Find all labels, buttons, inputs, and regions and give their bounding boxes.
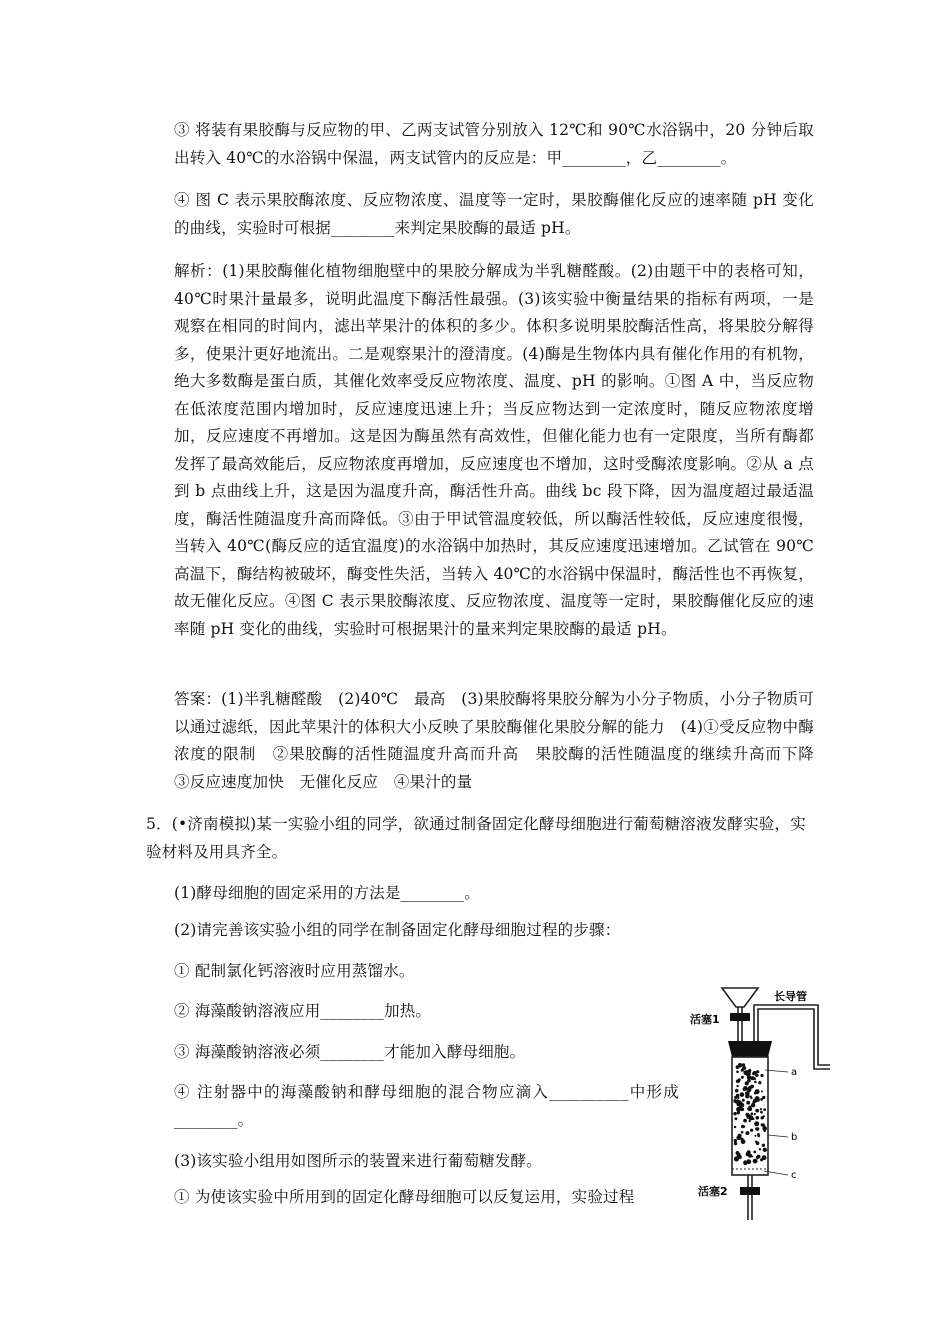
bead	[756, 1156, 759, 1159]
bead	[751, 1112, 754, 1115]
valve-2-icon	[740, 1187, 760, 1195]
q5-part-3-item-1: ① 为使该实验中所用到的固定化酵母细胞可以反复运用，实验过程	[174, 1188, 635, 1206]
answer-paragraph: 答案：(1)半乳糖醛酸 (2)40℃ 最高 (3)果胶酶将果胶分解为小分子物质，小分子物质可以通过滤纸，因此苹果汁的体积大小反映了果胶酶催化果胶分解的能力 (4)①受反应物中酶浓度的限制 ②果胶酶的活性随温度升高而升高 果胶酶的活性随温度的继续升高而下降 ③反应速度加快 无催化反应 ④果汁的量	[174, 690, 830, 791]
q5-part-3: (3)该实验小组用如图所示的装置来进行葡萄糖发酵。	[174, 1152, 542, 1170]
label-a: a	[791, 1067, 798, 1078]
bead	[743, 1088, 747, 1092]
bead	[760, 1098, 763, 1101]
bead	[741, 1076, 744, 1079]
bead	[760, 1074, 763, 1077]
q5-part-1: (1)酵母细胞的固定采用的方法是________。	[174, 884, 480, 902]
bead	[742, 1099, 745, 1102]
sub-question-3: ③ 将装有果胶酶与反应物的甲、乙两支试管分别放入 12℃和 90℃水浴锅中，20 分钟后取出转入 40℃的水浴锅中保温，两支试管内的反应是：甲________，乙________。	[174, 121, 814, 167]
bead	[754, 1121, 759, 1126]
funnel-icon	[722, 988, 758, 1007]
bead	[748, 1150, 750, 1152]
bead	[763, 1148, 767, 1152]
bead	[753, 1099, 757, 1103]
bead	[763, 1115, 765, 1117]
bead	[743, 1160, 748, 1165]
bead	[760, 1108, 762, 1110]
stopper	[728, 1041, 772, 1057]
bead	[750, 1129, 753, 1132]
bead	[759, 1148, 761, 1150]
bead	[755, 1141, 757, 1143]
q5-step-1: ① 配制氯化钙溶液时应用蒸馏水。	[174, 962, 415, 980]
bead	[755, 1074, 758, 1077]
bead	[740, 1092, 745, 1097]
bead	[735, 1117, 738, 1120]
bead	[753, 1151, 756, 1154]
bead	[755, 1089, 760, 1094]
bead	[762, 1144, 765, 1147]
bead	[760, 1158, 763, 1161]
q5-step-3: ③ 海藻酸钠溶液必须________才能加入酵母细胞。	[174, 1043, 526, 1061]
bead	[738, 1063, 743, 1068]
label-c: c	[791, 1170, 797, 1181]
bead	[736, 1135, 741, 1140]
bead	[733, 1112, 736, 1115]
bead	[750, 1096, 752, 1098]
bead	[757, 1133, 760, 1136]
bead	[736, 1071, 739, 1074]
analysis-paragraph: 解析：(1)果胶酶催化植物细胞壁中的果胶分解成为半乳糖醛酸。(2)由题干中的表格可知，40℃时果汁量最多，说明此温度下酶活性最强。(3)该实验中衡量结果的指标有两项，一是观察在相同的时间内，滤出苹果汁的体积的多少。体积多说明果胶酶活性高，将果胶分解得多，使果汁更好地流出。二是观察果汁的澄清度。(4)酶是生物体内具有催化作用的有机物，绝大多数酶是蛋白质，其催化效率受反应物浓度、温度、pH 的影响。①图 A 中，当反应物在低浓度范围内增加时，反应速度迅速上升；当反应物达到一定浓度时，随反应物浓度增加，反应速度不再增加。这是因为酶虽然有高效性，但催化能力也有一定限度，当所有酶都发挥了最高效能后，反应物浓度再增加，反应速度也不增加，这时受酶浓度影响。②从 a 点到 b 点曲线上升，这是因为温度升高，酶活性升高。曲线 bc 段下降，因为温度超过最适温度，酶活性随温度升高而降低。③由于甲试管温度较低，所以酶活性较低，反应速度很慢，当转入 40℃(酶反应的适宜温度)的水浴锅中加热时，其反应速度迅速增加。乙试管在 90℃高温下，酶结构被破坏，酶变性失活，当转入 40℃的水浴锅中保温时，酶活性也不再恢复，故无催化反应。④图 C 表示果胶酶浓度、反应物浓度、温度等一定时，果胶酶催化反应的速率随 pH 变化的曲线，实验时可根据果汁的量来判定果胶酶的最适 pH。	[174, 262, 814, 638]
bead	[748, 1107, 752, 1111]
bead	[737, 1099, 739, 1101]
bead	[756, 1096, 758, 1098]
bead	[751, 1076, 755, 1080]
bead	[741, 1125, 744, 1128]
bead	[746, 1070, 751, 1075]
bead	[736, 1085, 738, 1087]
bead	[756, 1116, 760, 1120]
bead	[746, 1114, 751, 1119]
bead	[761, 1090, 763, 1092]
bead	[754, 1113, 756, 1115]
bead	[755, 1109, 759, 1113]
bead	[751, 1155, 753, 1157]
bead	[742, 1063, 745, 1066]
bead	[743, 1119, 747, 1123]
bead	[741, 1069, 744, 1072]
bead	[738, 1155, 742, 1159]
bead	[752, 1072, 755, 1075]
label-valve-1: 活塞1	[690, 1013, 720, 1026]
bead	[755, 1128, 758, 1131]
bead	[749, 1120, 751, 1122]
bead	[758, 1081, 761, 1084]
bead	[745, 1131, 749, 1135]
bead	[747, 1088, 752, 1093]
question-5-stem: 5．(•济南模拟)某一实验小组的同学，欲通过制备固定化酵母细胞进行葡萄糖溶液发酵实验，实验材料及用具齐全。	[146, 815, 806, 861]
bead	[754, 1135, 756, 1137]
bead	[737, 1111, 740, 1114]
bead	[756, 1070, 759, 1073]
q5-part-2: (2)请完善该实验小组的同学在制备固定化酵母细胞过程的步骤：	[174, 921, 621, 939]
bead	[746, 1153, 750, 1157]
bead	[734, 1139, 737, 1142]
bead	[762, 1123, 764, 1125]
bead	[744, 1067, 746, 1069]
bead	[754, 1081, 757, 1084]
sub-question-4: ④ 图 C 表示果胶酶浓度、反应物浓度、温度等一定时，果胶酶催化反应的速率随 pH 变化的曲线，实验时可根据________来判定果胶酶的最适 pH。	[174, 191, 814, 237]
bead	[764, 1130, 766, 1132]
label-valve-2: 活塞2	[698, 1185, 728, 1198]
bead	[760, 1111, 763, 1114]
label-b: b	[791, 1132, 798, 1143]
valve-1-icon	[730, 1013, 750, 1021]
fermentation-apparatus-figure	[690, 985, 840, 1225]
bead	[738, 1078, 741, 1081]
bead	[745, 1094, 750, 1099]
bead	[746, 1101, 750, 1105]
bead	[734, 1126, 736, 1128]
q5-step-2: ② 海藻酸钠溶液应用________加热。	[174, 1002, 432, 1020]
bead	[741, 1131, 744, 1134]
bead	[753, 1159, 758, 1164]
immobilized-yeast-beads	[733, 1063, 767, 1165]
q5-step-4: ④ 注射器中的海藻酸钠和酵母细胞的混合物应滴入__________中形成________。	[174, 1083, 679, 1129]
bead	[763, 1108, 766, 1111]
bead	[750, 1085, 754, 1089]
bead	[734, 1142, 737, 1145]
bead	[737, 1097, 739, 1099]
bead	[747, 1079, 751, 1083]
bead	[735, 1089, 739, 1093]
label-long-tube: 长导管	[774, 990, 807, 1003]
